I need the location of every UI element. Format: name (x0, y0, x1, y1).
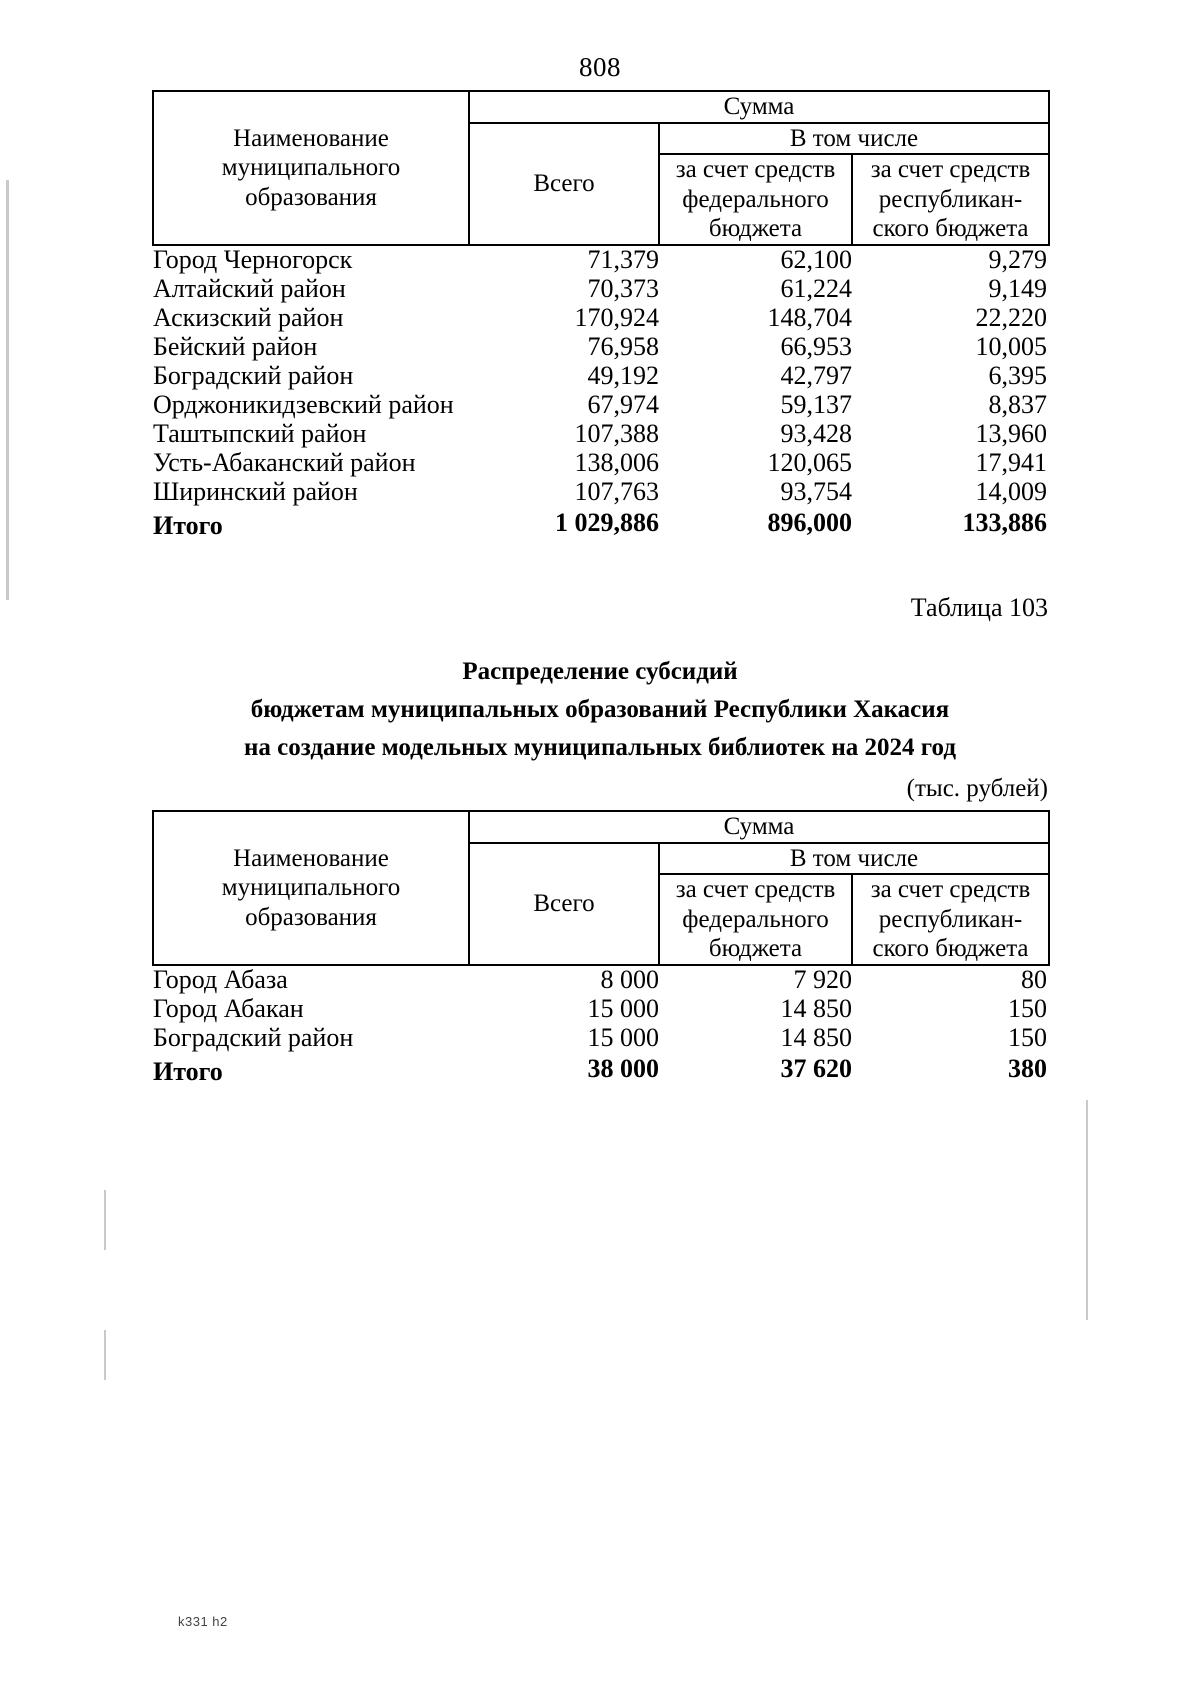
cell-republican: 8,837 (988, 389, 1047, 419)
cell-republican: 150 (1008, 993, 1047, 1023)
header-federal-line-2: федерального (682, 185, 829, 213)
subsidies-table-continued (152, 90, 1050, 541)
heading-line-2: бюджетам муниципальных образований Республики Хакасия (250, 696, 950, 723)
header-sum: Сумма (469, 811, 1049, 843)
table-row (153, 1024, 1049, 1053)
scan-artifact-left (6, 180, 9, 600)
cell-republican: 17,941 (975, 447, 1047, 477)
subsidies-libraries-table (152, 810, 1050, 1087)
cell-federal: 93,754 (780, 476, 852, 506)
cell-federal: 42,797 (780, 360, 852, 390)
table-row (153, 420, 1049, 449)
cell-federal: 148,704 (767, 302, 852, 332)
table-body-continued (153, 245, 1049, 541)
header-republican-line-2: республикан- (878, 905, 1023, 933)
header-line-3: образования (245, 903, 377, 931)
table-row (153, 304, 1049, 333)
cell-federal: 59,137 (780, 389, 852, 419)
header-line-1: Наименование (233, 124, 389, 152)
cell-municipality: Алтайский район (153, 273, 346, 303)
cell-total: 107,763 (574, 476, 659, 506)
cell-federal: 61,224 (780, 273, 852, 303)
footer-code: k331 h2 (178, 1614, 228, 1629)
table-header-row-1 (153, 91, 1049, 123)
scan-artifact-left-lower-2 (104, 1330, 106, 1380)
table-row (153, 391, 1049, 420)
cell-municipality: Город Абакан (153, 993, 304, 1023)
header-line-2: муниципального (221, 154, 401, 181)
cell-federal: 62,100 (780, 244, 852, 274)
heading-line-1: Распределение субсидий (462, 658, 738, 685)
cell-total-label: Итого (153, 1056, 223, 1086)
cell-total-sum: 38 000 (587, 1054, 659, 1083)
cell-total-federal: 896,000 (767, 508, 852, 537)
cell-republican: 80 (1021, 964, 1047, 994)
heading-line-3: на создание модельных муниципальных библиотек на 2024 год (244, 734, 956, 761)
table-caption-103: Таблица 103 (910, 593, 1048, 622)
table-row (153, 362, 1049, 391)
table-row (153, 478, 1049, 507)
section-heading (0, 653, 1200, 767)
cell-federal: 14 850 (780, 993, 852, 1023)
header-total: Всего (469, 123, 659, 245)
cell-federal: 7 920 (793, 964, 852, 994)
page-number: 808 (579, 52, 621, 82)
scan-artifact-left-lower (104, 1190, 106, 1250)
header-republican-line-1: за счет средств (870, 156, 1031, 183)
header-line-3: образования (245, 183, 377, 211)
cell-municipality: Аскизский район (153, 302, 344, 332)
header-municipality-name (153, 811, 469, 965)
cell-republican: 22,220 (975, 302, 1047, 332)
cell-total: 15 000 (587, 1022, 659, 1052)
cell-federal: 66,953 (780, 331, 852, 361)
cell-total: 76,958 (587, 331, 659, 361)
cell-municipality: Боградский район (153, 360, 354, 390)
cell-municipality: Боградский район (153, 1022, 354, 1052)
cell-federal: 14 850 (780, 1022, 852, 1052)
cell-republican: 150 (1008, 1022, 1047, 1052)
header-municipality-name (153, 91, 469, 245)
cell-total: 170,924 (574, 302, 659, 332)
header-federal-line-1: за счет средств (675, 876, 836, 903)
cell-municipality: Орджоникидзевский район (153, 389, 454, 419)
cell-total-republican: 133,886 (962, 508, 1047, 537)
table-row (153, 449, 1049, 478)
header-republican-line-3: ского бюджета (872, 215, 1029, 242)
scan-artifact-right (1086, 1100, 1088, 1320)
cell-republican: 9,149 (988, 273, 1047, 303)
cell-municipality: Бейский район (153, 331, 318, 361)
header-republican-budget (852, 874, 1049, 965)
cell-republican: 14,009 (975, 476, 1047, 506)
header-federal-line-1: за счет средств (675, 156, 836, 183)
header-federal-line-3: бюджета (708, 215, 803, 242)
cell-total: 70,373 (587, 273, 659, 303)
header-federal-budget (659, 874, 852, 965)
table-row (153, 333, 1049, 362)
table-total-row (153, 1053, 1049, 1087)
cell-total: 107,388 (574, 418, 659, 448)
header-total: Всего (469, 843, 659, 965)
header-in-which: В том числе (659, 123, 1049, 155)
table-total-row (153, 507, 1049, 541)
cell-total-label: Итого (153, 510, 223, 540)
header-republican-line-1: за счет средств (870, 876, 1031, 903)
cell-total: 8 000 (600, 964, 659, 994)
cell-total-republican: 380 (1008, 1054, 1047, 1083)
header-federal-budget (659, 154, 852, 245)
header-republican-line-2: республикан- (878, 185, 1023, 213)
table-continued-wrapper (152, 90, 1048, 541)
header-sum: Сумма (469, 91, 1049, 123)
cell-total: 138,006 (574, 447, 659, 477)
cell-total-sum: 1 029,886 (555, 508, 659, 537)
header-in-which: В том числе (659, 843, 1049, 875)
cell-total: 49,192 (587, 360, 659, 390)
cell-total: 67,974 (587, 389, 659, 419)
cell-republican: 13,960 (975, 418, 1047, 448)
cell-municipality: Ширинский район (153, 476, 358, 506)
header-republican-budget (852, 154, 1049, 245)
header-federal-line-3: бюджета (708, 935, 803, 962)
header-federal-line-2: федерального (682, 905, 829, 933)
cell-federal: 120,065 (767, 447, 852, 477)
cell-republican: 6,395 (988, 360, 1047, 390)
cell-municipality: Город Абаза (153, 964, 288, 994)
table-row (153, 995, 1049, 1024)
cell-republican: 10,005 (975, 331, 1047, 361)
header-line-1: Наименование (233, 844, 389, 872)
cell-municipality: Город Черногорск (153, 244, 353, 274)
cell-total-federal: 37 620 (780, 1054, 852, 1083)
table-row (153, 275, 1049, 304)
cell-municipality: Таштыпский район (153, 418, 367, 448)
table-header-row-1 (153, 811, 1049, 843)
cell-federal: 93,428 (780, 418, 852, 448)
header-republican-line-3: ского бюджета (872, 935, 1029, 962)
cell-total: 71,379 (587, 244, 659, 274)
table-row (153, 245, 1049, 275)
cell-municipality: Усть-Абаканский район (153, 447, 416, 477)
table-body-libraries (153, 965, 1049, 1087)
table-row (153, 965, 1049, 995)
cell-republican: 9,279 (988, 244, 1047, 274)
units-note: (тыс. рублей) (906, 775, 1048, 802)
libraries-table-wrapper (152, 810, 1048, 1087)
header-line-2: муниципального (221, 874, 401, 901)
cell-total: 15 000 (587, 993, 659, 1023)
